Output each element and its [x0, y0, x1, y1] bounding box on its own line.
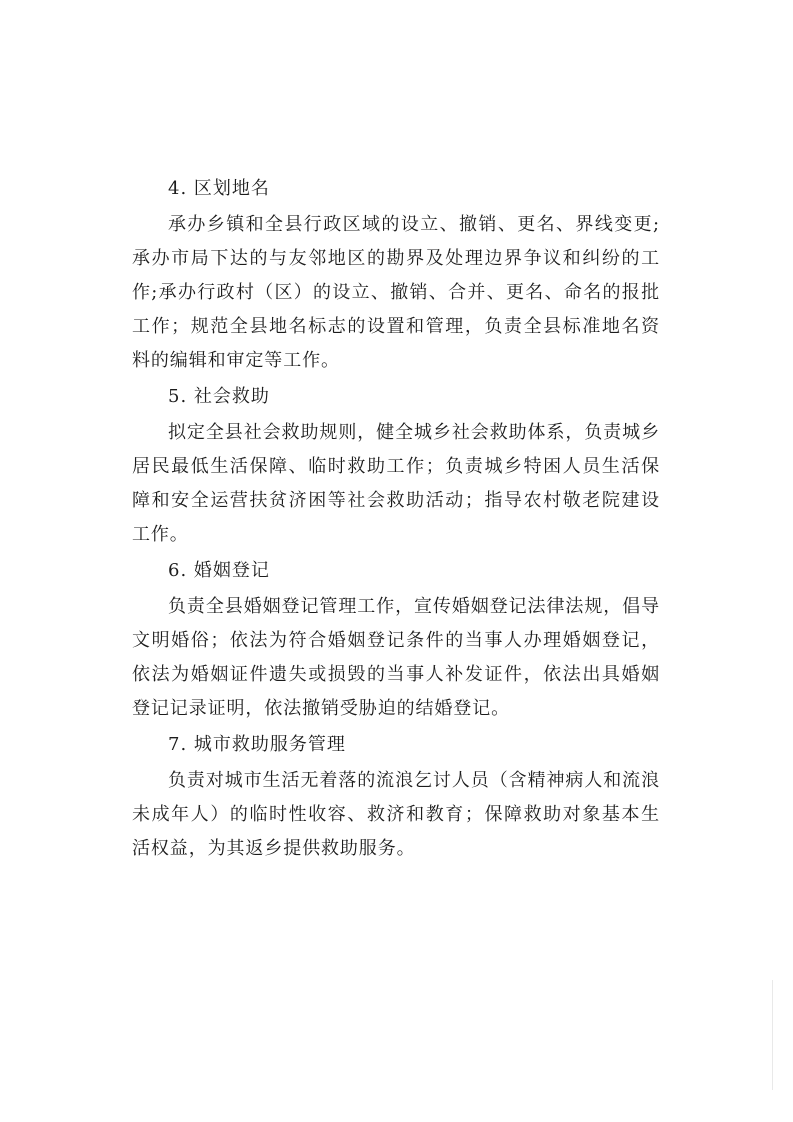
section-body-social-assistance: 拟定全县社会救助规则，健全城乡社会救助体系，负责城乡居民最低生活保障、临时救助工作；负责城乡特困人员生活保障和安全运营扶贫济困等社会救助活动；指导农村敬老院建设工作。 — [132, 422, 660, 545]
section-heading-urban-relief-management: 7. 城市救助服务管理 — [168, 734, 346, 755]
section-heading-social-assistance: 5. 社会救助 — [168, 386, 270, 407]
document-body — [132, 172, 660, 868]
scan-artifact-line — [772, 980, 773, 1090]
section-body-urban-relief-management: 负责对城市生活无着落的流浪乞讨人员（含精神病人和流浪未成年人）的临时性收容、救济和教育；保障救助对象基本生活权益，为其返乡提供救助服务。 — [132, 770, 660, 859]
section-heading-division-placenames: 4. 区划地名 — [168, 178, 270, 199]
section-body-division-placenames: 承办乡镇和全县行政区域的设立、撤销、更名、界线变更;承办市局下达的与友邻地区的勘界及处理边界争议和纠纷的工作;承办行政村（区）的设立、撤销、合并、更名、命名的报批工作；规范全县地名标志的设置和管理，负责全县标准地名资料的编辑和审定等工作。 — [132, 214, 660, 371]
section-heading-marriage-registration: 6. 婚姻登记 — [168, 560, 270, 581]
section-body-marriage-registration: 负责全县婚姻登记管理工作，宣传婚姻登记法律法规，倡导文明婚俗；依法为符合婚姻登记条件的当事人办理婚姻登记，依法为婚姻证件遗失或损毁的当事人补发证件，依法出具婚姻登记记录证明，依法撤销受胁迫的结婚登记。 — [132, 596, 660, 719]
